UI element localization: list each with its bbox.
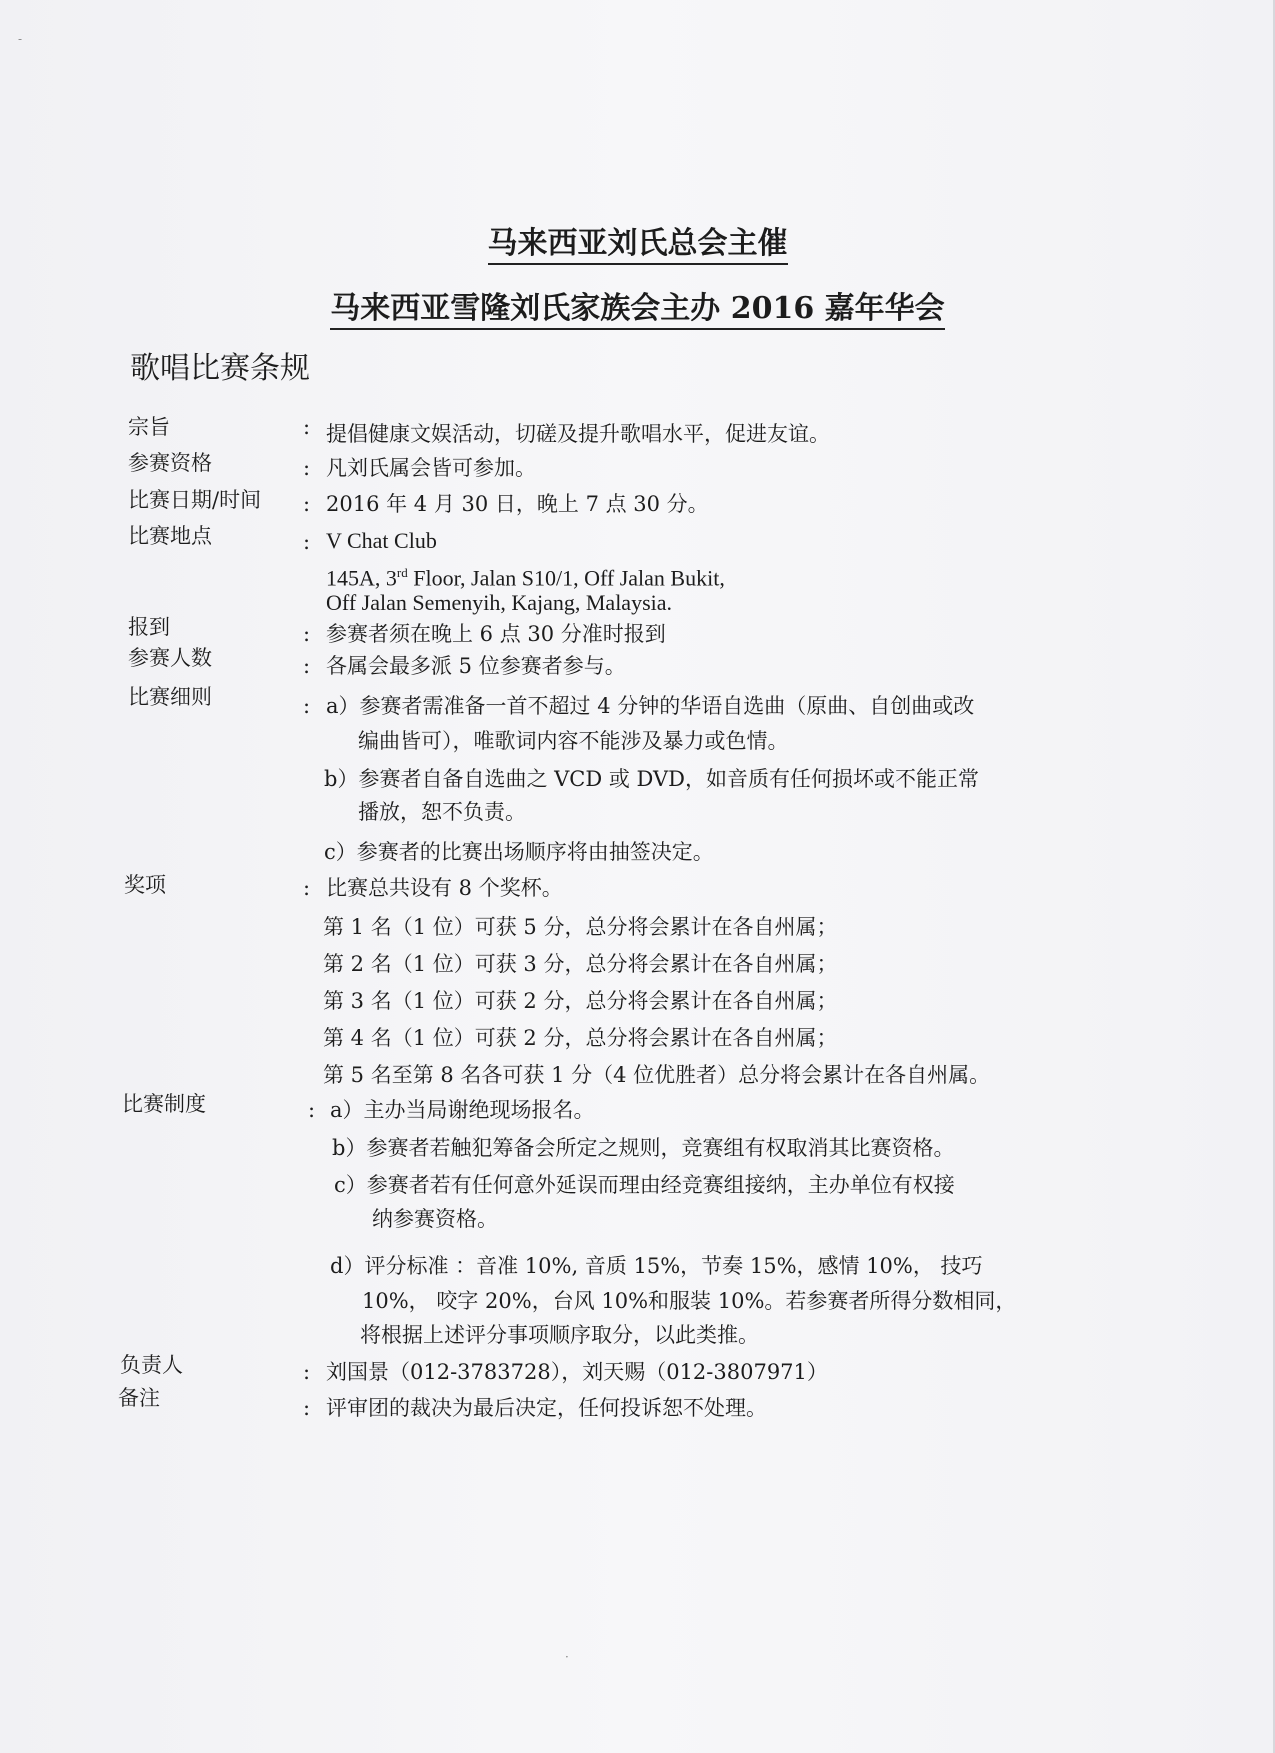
award-5th-to-8th: 第 5 名至第 8 名各可获 1 分（4 位优胜者）总分将会累计在各自州属。 xyxy=(323,1063,991,1087)
document-title-organizer: 马来西亚刘氏总会主催 xyxy=(0,225,1275,263)
label-datetime: 比赛日期/时间 xyxy=(128,488,262,512)
colon: : xyxy=(303,654,311,678)
detail-c-line-1: c）参赛者的比赛出场顺序将由抽签决定。 xyxy=(324,840,714,864)
value-contact: 刘国景（012-3783728），刘天赐（012-3807971） xyxy=(326,1360,828,1384)
detail-a-line-2: 编曲皆可），唯歌词内容不能涉及暴力或色情。 xyxy=(358,729,789,753)
award-1st: 第 1 名（1 位）可获 5 分，总分将会累计在各自州属； xyxy=(323,915,838,939)
venue-address-line-1: 145A, 3rd Floor, Jalan S10/1, Off Jalan Bukit, xyxy=(326,565,725,591)
value-remarks: 评审团的裁决为最后决定，任何投诉恕不处理。 xyxy=(326,1396,767,1420)
label-contact: 负责人 xyxy=(120,1353,183,1377)
value-registration: 参赛者须在晚上 6 点 30 分准时报到 xyxy=(326,622,666,646)
system-d-line-2: 10%， 咬字 20%，台风 10%和服装 10%。若参赛者所得分数相同， xyxy=(362,1289,1017,1313)
system-a-line-1: a）主办当局谢绝现场报名。 xyxy=(330,1098,595,1122)
value-purpose: 提倡健康文娱活动，切磋及提升歌唱水平，促进友谊。 xyxy=(326,422,830,446)
venue-address-line-2: Off Jalan Semenyih, Kajang, Malaysia. xyxy=(326,590,673,615)
colon: : xyxy=(303,1360,311,1384)
awards-summary: 比赛总共设有 8 个奖杯。 xyxy=(326,876,563,900)
venue-name: V Chat Club xyxy=(326,528,437,553)
label-participants: 参赛人数 xyxy=(128,646,212,670)
colon: : xyxy=(303,876,311,900)
value-participants: 各属会最多派 5 位参赛者参与。 xyxy=(326,654,626,678)
system-c-line-1: c）参赛者若有任何意外延误而理由经竞赛组接纳，主办单位有权接 xyxy=(334,1173,955,1197)
system-c-line-2: 纳参赛资格。 xyxy=(372,1207,498,1231)
detail-b-line-1: b）参赛者自备自选曲之 VCD 或 DVD，如音质有任何损坏或不能正常 xyxy=(324,767,980,791)
section-title: 歌唱比赛条规 xyxy=(130,351,310,386)
scan-speck: · xyxy=(565,1650,569,1664)
colon: : xyxy=(303,492,311,516)
colon: : xyxy=(303,694,311,718)
colon: : xyxy=(303,530,311,554)
detail-a-line-1: a）参赛者需准备一首不超过 4 分钟的华语自选曲（原曲、自创曲或改 xyxy=(326,694,975,718)
system-d-line-1: d）评分标准 ：音准 10%, 音质 15%，节奏 15%，感情 10%， 技巧 xyxy=(330,1254,983,1278)
label-system: 比赛制度 xyxy=(122,1092,206,1116)
document-title-host: 马来西亚雪隆刘氏家族会主办 2016 嘉年华会 xyxy=(0,290,1275,328)
colon: : xyxy=(303,456,311,480)
colon: : xyxy=(303,1396,311,1420)
value-datetime: 2016 年 4 月 30 日，晚上 7 点 30 分。 xyxy=(326,492,709,516)
colon: : xyxy=(303,415,311,439)
colon: : xyxy=(308,1098,316,1122)
value-eligibility: 凡刘氏属会皆可参加。 xyxy=(326,456,536,480)
label-awards: 奖项 xyxy=(124,873,166,897)
scan-speck: - xyxy=(18,32,23,46)
label-details: 比赛细则 xyxy=(128,685,212,709)
label-eligibility: 参赛资格 xyxy=(128,451,212,475)
award-3rd: 第 3 名（1 位）可获 2 分，总分将会累计在各自州属； xyxy=(323,989,838,1013)
label-venue: 比赛地点 xyxy=(128,524,212,548)
colon: : xyxy=(303,622,311,646)
label-remarks: 备注 xyxy=(118,1386,160,1410)
award-2nd: 第 2 名（1 位）可获 3 分，总分将会累计在各自州属； xyxy=(323,952,838,976)
system-d-line-3: 将根据上述评分事项顺序取分，以此类推。 xyxy=(360,1323,759,1347)
system-b-line-1: b）参赛者若触犯筹备会所定之规则，竞赛组有权取消其比赛资格。 xyxy=(332,1136,955,1160)
detail-b-line-2: 播放，恕不负责。 xyxy=(358,800,526,824)
label-purpose: 宗旨 xyxy=(128,415,170,439)
label-registration: 报到 xyxy=(128,615,170,639)
award-4th: 第 4 名（1 位）可获 2 分，总分将会累计在各自州属； xyxy=(323,1026,838,1050)
